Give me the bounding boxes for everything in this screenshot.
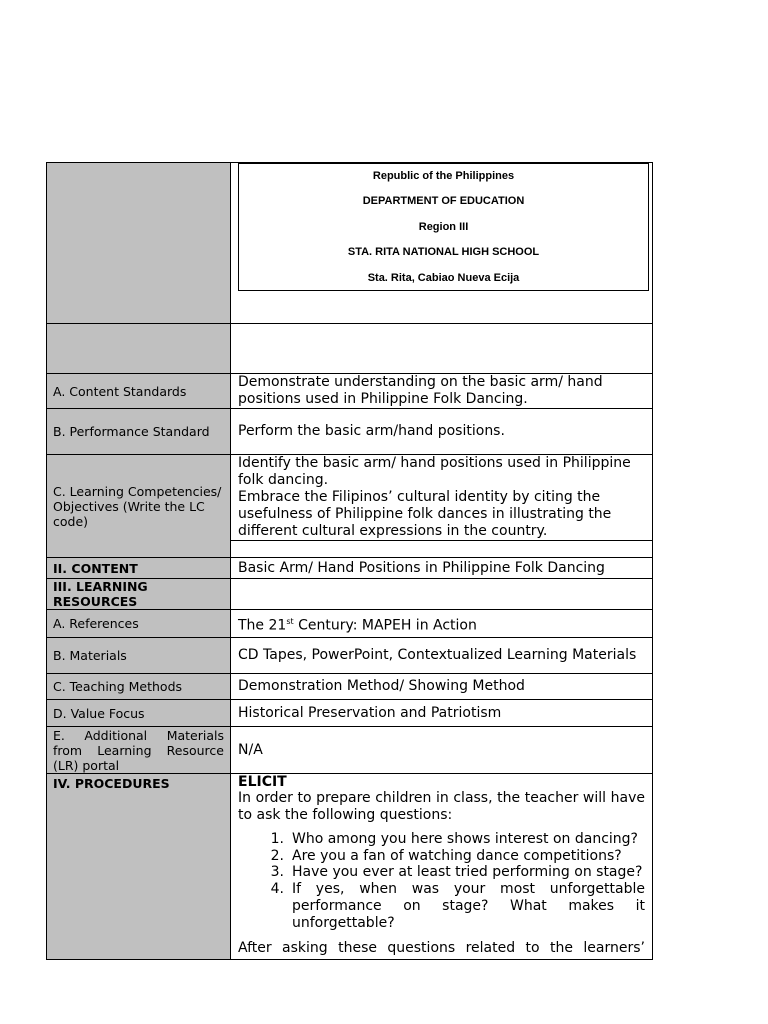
procedures-heading: ELICIT: [238, 774, 287, 790]
materials-label: B. Materials: [47, 638, 231, 674]
performance-standard-row: [47, 409, 653, 455]
value-focus-label: D. Value Focus: [47, 700, 231, 727]
question-number: 1.: [270, 831, 284, 847]
references-suffix: Century: MAPEH in Action: [293, 617, 477, 634]
content-standards-label: A. Content Standards: [47, 374, 231, 409]
competencies-value: [231, 455, 653, 541]
content-row: [47, 558, 653, 579]
teaching-methods-row: [47, 674, 653, 700]
additional-materials-label: E. Additional Materials from Learning Resource (LR) portal: [47, 727, 231, 774]
materials-row: [47, 638, 653, 674]
blank-left-cell: [47, 324, 231, 374]
additional-materials-value: N/A: [231, 727, 653, 774]
procedures-row: [47, 774, 653, 960]
header-left-cell: [47, 163, 231, 324]
procedures-content: [238, 774, 645, 959]
content-standards-row: [47, 374, 653, 409]
competencies-row: [47, 455, 653, 541]
procedures-outro: After asking these questions related to the learners’: [238, 940, 645, 957]
references-value: [231, 610, 653, 638]
question-item: [238, 881, 645, 931]
content-value: Basic Arm/ Hand Positions in Philippine Folk Dancing: [231, 558, 653, 579]
header-line-deped: DEPARTMENT OF EDUCATION: [362, 195, 525, 208]
competencies-spacer-cell: [231, 541, 653, 558]
value-focus-row: [47, 700, 653, 727]
question-item: [238, 831, 645, 848]
header-right-cell: [231, 163, 653, 324]
header-line-region: Region III: [418, 220, 469, 233]
header-line-school: STA. RITA NATIONAL HIGH SCHOOL: [347, 246, 540, 259]
question-number: 2.: [270, 847, 284, 864]
procedures-intro: In order to prepare children in class, the teacher will have to ask the following questions:: [238, 790, 645, 823]
objective-2: Embrace the Filipinos’ cultural identity by citing the usefulness of Philippine folk dances in illustrating the different cultural expressions in the country.: [238, 489, 612, 539]
header-line-address: Sta. Rita, Cabiao Nueva Ecija: [367, 271, 520, 284]
references-label: A. References: [47, 610, 231, 638]
learning-resources-label: III. LEARNING RESOURCES: [47, 579, 231, 610]
questions-list: [238, 831, 645, 931]
content-label: II. CONTENT: [47, 558, 231, 579]
header-line-republic: Republic of the Philippines: [372, 170, 515, 182]
header-row: [47, 163, 653, 324]
question-text: Who among you here shows interest on dancing?: [292, 831, 638, 847]
references-prefix: The 21: [238, 617, 287, 634]
references-row: [47, 610, 653, 638]
additional-materials-row: [47, 727, 653, 774]
question-text: Are you a fan of watching dance competitions?: [292, 847, 622, 864]
learning-resources-row: [47, 579, 653, 610]
procedures-value: [231, 774, 653, 960]
materials-value: CD Tapes, PowerPoint, Contextualized Learning Materials: [231, 638, 653, 674]
references-sup: st: [286, 616, 294, 626]
content-standards-value: Demonstrate understanding on the basic arm/ hand positions used in Philippine Folk Dancing.: [231, 374, 653, 409]
school-header-box: [238, 163, 649, 291]
question-number: 3.: [270, 864, 284, 881]
learning-resources-value: [231, 579, 653, 610]
question-item: [238, 848, 645, 865]
blank-right-cell: [231, 324, 653, 374]
question-text: If yes, when was your most unforgettable performance on stage? What makes it unforgettable?: [292, 881, 645, 931]
teaching-methods-label: C. Teaching Methods: [47, 674, 231, 700]
teaching-methods-value: Demonstration Method/ Showing Method: [231, 674, 653, 700]
lesson-plan-table: [46, 162, 653, 960]
performance-standard-label: B. Performance Standard: [47, 409, 231, 455]
question-text: Have you ever at least tried performing on stage?: [292, 864, 643, 881]
competencies-label: C. Learning Competencies/ Objectives (Write the LC code): [47, 455, 231, 558]
question-number: 4.: [270, 881, 284, 898]
blank-row: [47, 324, 653, 374]
performance-standard-value: Perform the basic arm/hand positions.: [231, 409, 653, 455]
value-focus-value: Historical Preservation and Patriotism: [231, 700, 653, 727]
procedures-label: IV. PROCEDURES: [47, 774, 231, 960]
objective-1: Identify the basic arm/ hand positions used in Philippine folk dancing.: [238, 455, 631, 488]
question-item: [238, 864, 645, 881]
